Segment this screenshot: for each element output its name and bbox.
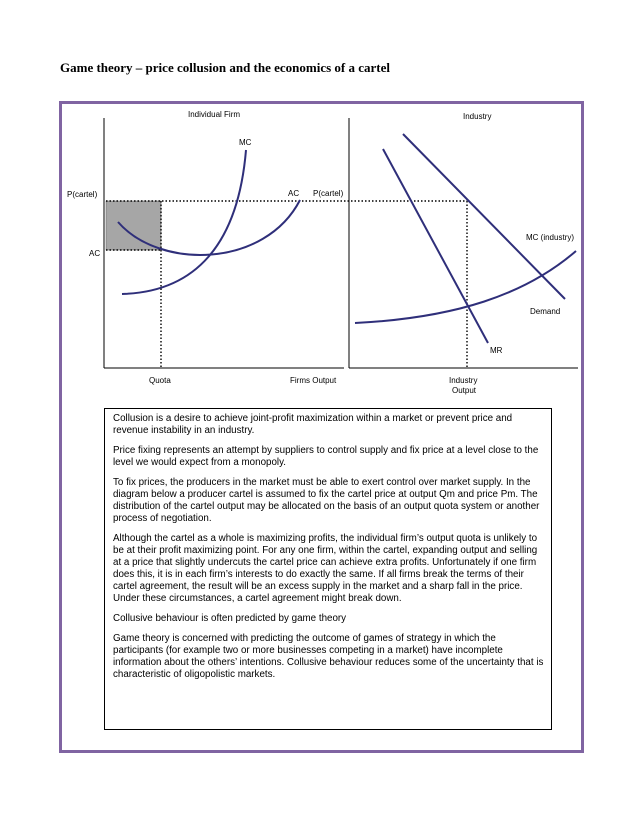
paragraph-3: To fix prices, the producers in the market must be able to exert control over market supply. In the diagram below a producer cartel is assumed to fix the cartel price at output Qm and price Pm. The distribution of the cartel output may be allocated on the basis of an output quota system or another process of negotiation.	[113, 477, 540, 524]
paragraph-1: Collusion is a desire to achieve joint-profit maximization within a market or prevent price and revenue instability in an industry.	[113, 413, 513, 436]
document-title: Game theory – price collusion and the economics of a cartel	[60, 60, 390, 75]
label-quota: Quota	[149, 376, 171, 385]
label-individual-firm: Individual Firm	[188, 110, 241, 119]
explanation-textbox	[104, 408, 552, 730]
profit-area	[106, 201, 161, 250]
label-p-cartel-left: P(cartel)	[67, 190, 98, 199]
label-mc-industry: MC (industry)	[526, 233, 575, 242]
label-mr: MR	[490, 346, 503, 355]
label-industry-output-2: Output	[452, 386, 477, 395]
label-p-cartel-right: P(cartel)	[313, 189, 344, 198]
paragraph-6: Game theory is concerned with predicting the outcome of games of strategy in which the participants (for example two or more businesses competing in a market) have incomplete information about the others’ intentions. Collusive behaviour reduces some of the uncertainty that is characteristic of oligopolistic markets.	[113, 633, 544, 680]
label-ac-curve: AC	[288, 189, 300, 198]
paragraph-2: Price fixing represents an attempt by suppliers to control supply and fix price at a level close to the level we would expect from a monopoly.	[113, 445, 539, 468]
label-industry: Industry	[463, 112, 492, 121]
paragraph-5: Collusive behaviour is often predicted by game theory	[113, 613, 347, 624]
label-industry-output-1: Industry	[449, 376, 478, 385]
label-ac-axis: AC	[89, 249, 101, 258]
label-firms-output: Firms Output	[290, 376, 337, 385]
label-mc: MC	[239, 138, 252, 147]
label-demand: Demand	[530, 307, 561, 316]
paragraph-4: Although the cartel as a whole is maximizing profits, the individual firm’s output quota is unlikely to be at their profit maximizing point. For any one firm, within the cartel, expanding output and selling at a price that slightly undercuts the cartel price can achieve extra profits. Unfortunately if one firm does this, it is in each firm’s interests to do exactly the same. If all firms break the terms of their cartel agreement, the result will be an excess supply in the market and a sharp fall in the price. Under these circumstances, a cartel agreement might break down.	[113, 533, 538, 604]
demand-curve	[403, 134, 565, 299]
